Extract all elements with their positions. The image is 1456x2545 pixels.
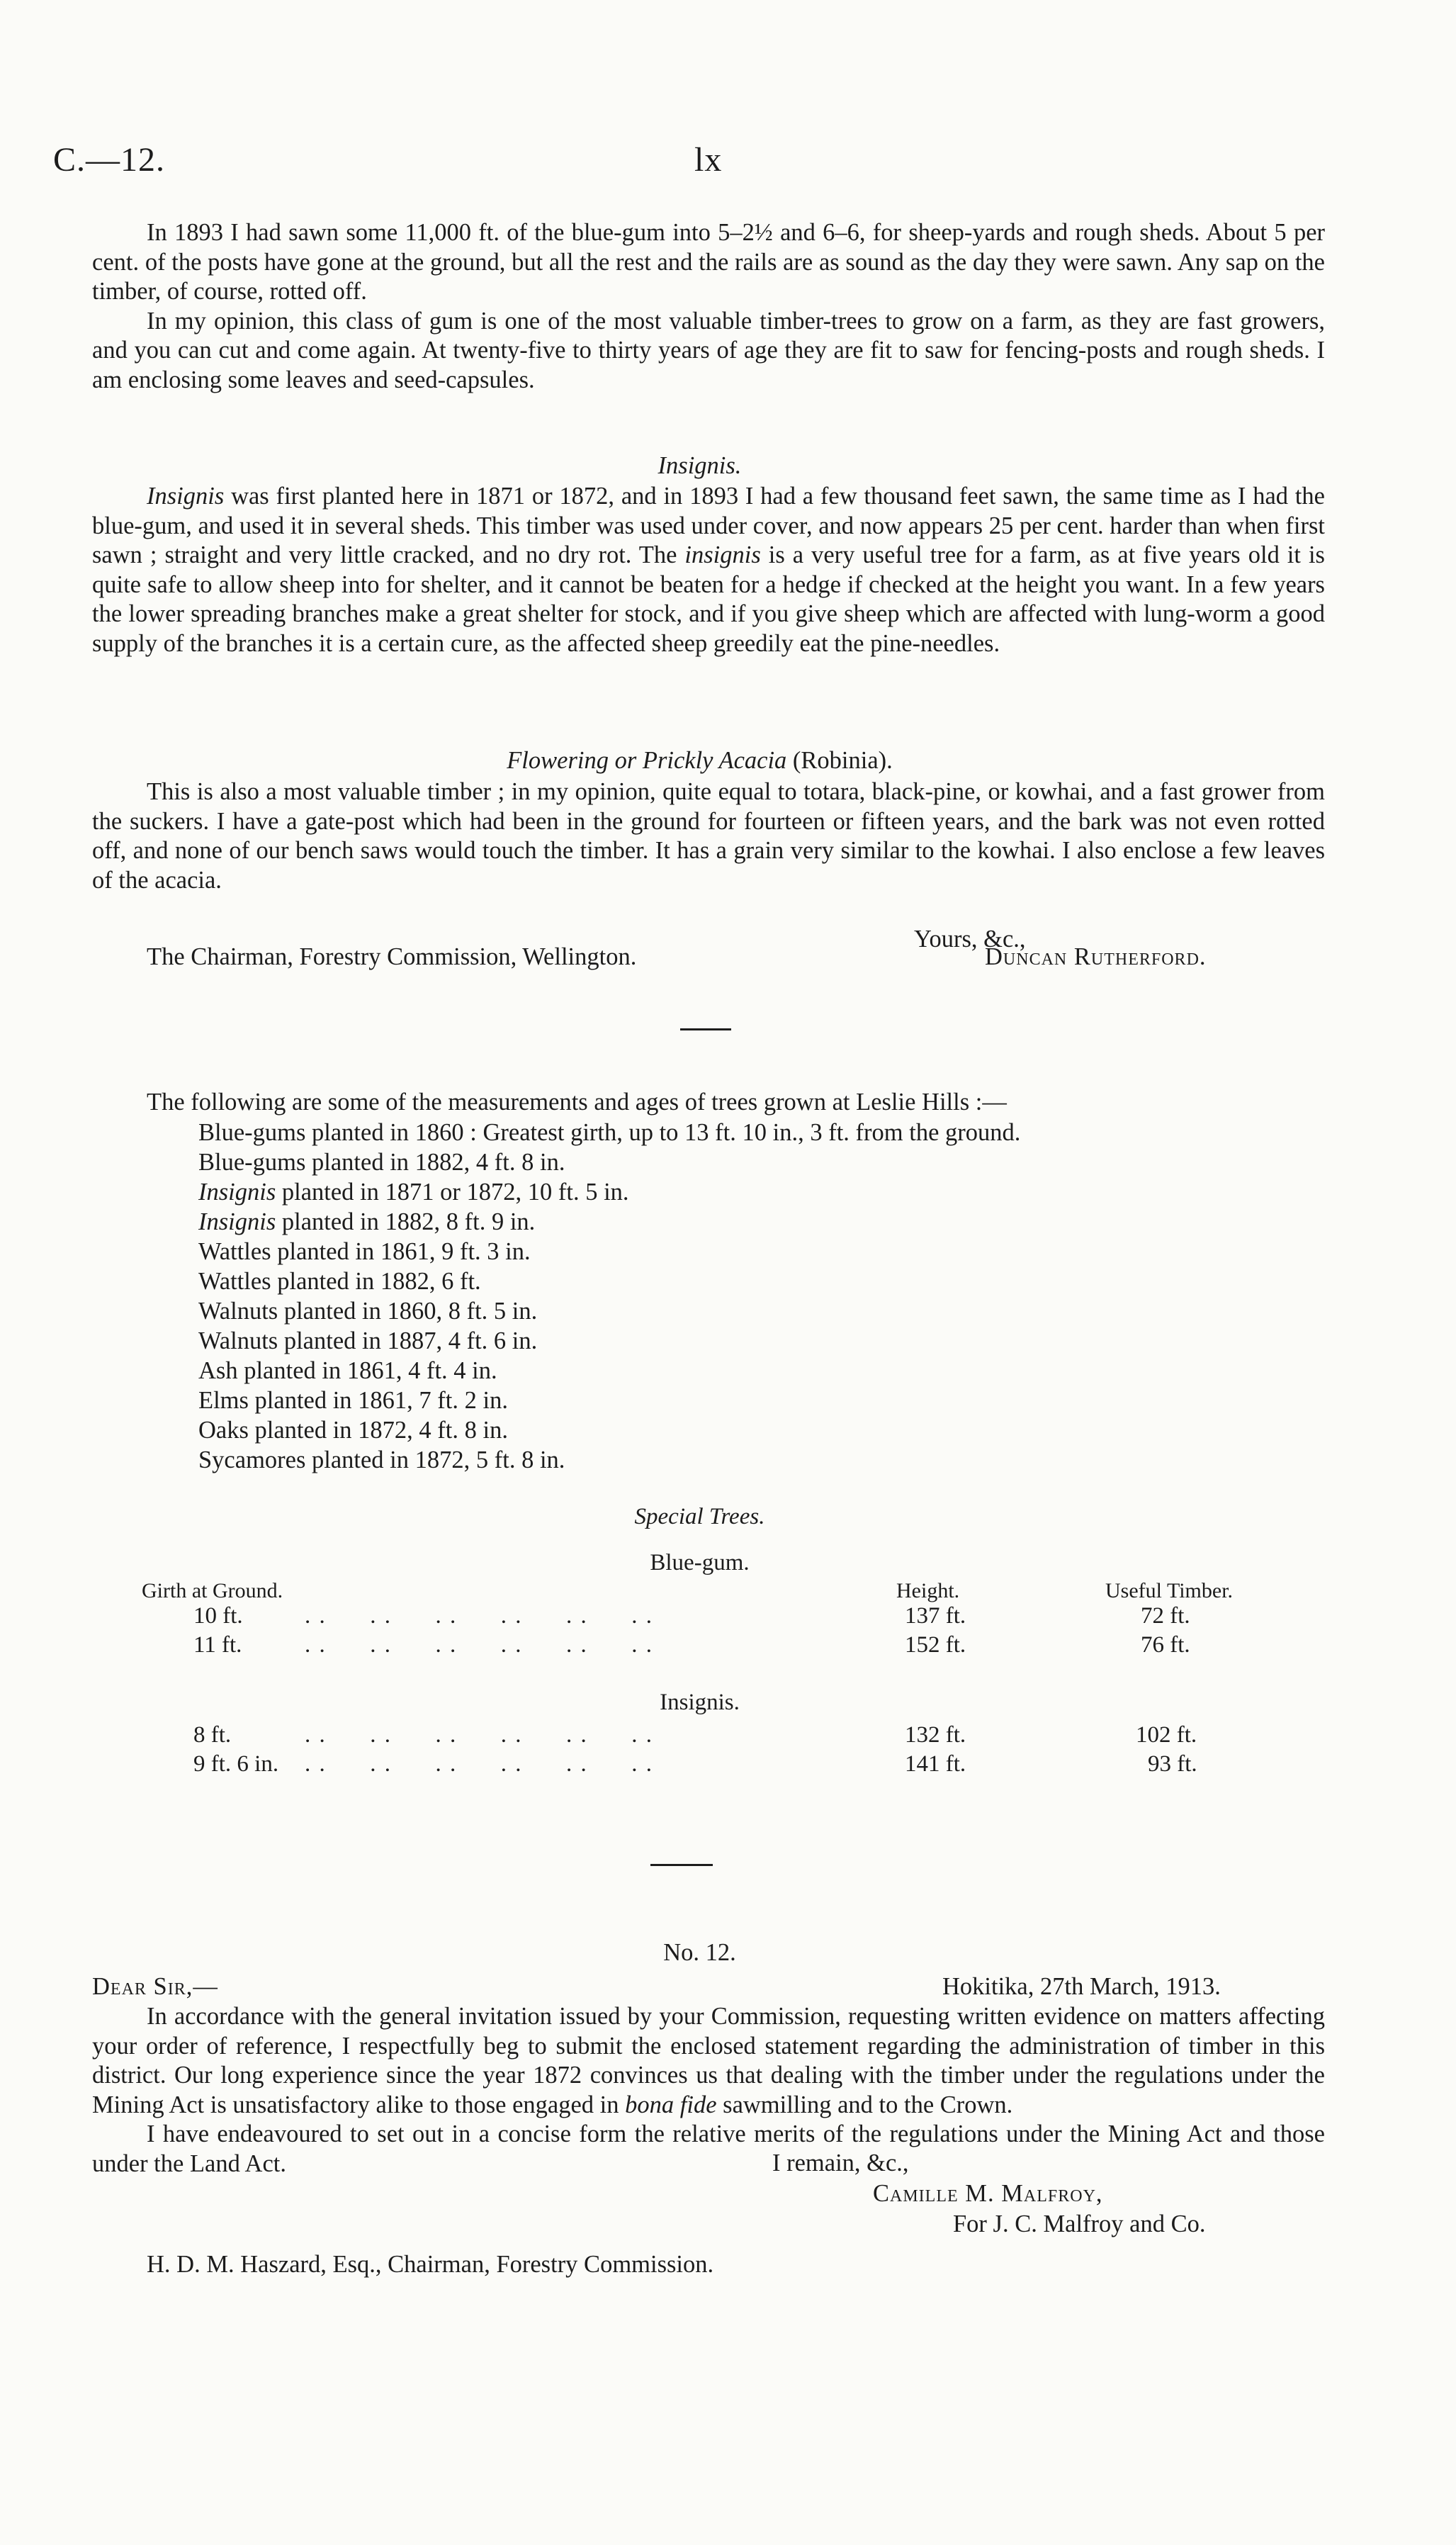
table-cell-height: 152 ft. bbox=[905, 1632, 966, 1658]
page-number: lx bbox=[694, 141, 723, 179]
list-item: Blue-gums planted in 1860 : Greatest girth, up to 13 ft. 10 in., 3 ft. from the ground. bbox=[198, 1119, 1021, 1146]
list-item: Walnuts planted in 1860, 8 ft. 5 in. bbox=[198, 1298, 538, 1325]
column-header-useful: Useful Timber. bbox=[1105, 1579, 1234, 1602]
table-cell-girth: 8 ft. bbox=[193, 1722, 232, 1748]
page-reference: C.—12. bbox=[53, 141, 166, 179]
column-header-girth: Girth at Ground. bbox=[142, 1579, 283, 1602]
table-cell-girth: 10 ft. bbox=[193, 1603, 243, 1629]
list-item: Sycamores planted in 1872, 5 ft. 8 in. bbox=[198, 1446, 565, 1473]
insignis-word: Insignis bbox=[147, 483, 225, 510]
list-item: Insignis planted in 1871 or 1872, 10 ft. 5 in. bbox=[198, 1179, 629, 1206]
table-cell-useful: 93 ft. bbox=[1148, 1751, 1197, 1777]
table-cell-useful: 102 ft. bbox=[1136, 1722, 1197, 1748]
insignis-heading: Insignis. bbox=[658, 452, 742, 479]
table-cell-useful: 72 ft. bbox=[1141, 1603, 1190, 1629]
letter2-signature: Camille M. Malfroy, bbox=[873, 2180, 1103, 2207]
salutation: Dear Sir,— bbox=[92, 1973, 218, 2000]
letter2-closing: I remain, &c., bbox=[772, 2150, 909, 2176]
section-divider bbox=[650, 1864, 713, 1866]
list-item: Insignis planted in 1882, 8 ft. 9 in. bbox=[198, 1208, 536, 1235]
letter2-paragraph-2: I have endeavoured to set out in a concise form the relative merits of the regulations under the Mining Act and those under the Land Act. bbox=[92, 2120, 1325, 2177]
leader-dots: . . . . . . . . . . . . bbox=[305, 1722, 653, 1748]
table-cell-useful: 76 ft. bbox=[1141, 1632, 1190, 1658]
letter1-addressee: The Chairman, Forestry Commission, Wellington. bbox=[147, 943, 637, 970]
letter-number: No. 12. bbox=[663, 1939, 736, 1966]
table-cell-height: 141 ft. bbox=[905, 1751, 966, 1777]
leader-dots: . . . . . . . . . . . . bbox=[305, 1603, 653, 1629]
table-cell-height: 137 ft. bbox=[905, 1603, 966, 1629]
letter1-paragraph-1: In 1893 I had sawn some 11,000 ft. of the blue-gum into 5–2½ and 6–6, for sheep-yards and rough sheds. About 5 per cent. of the posts have gone at the ground, but all the rest and the rails are as sound as the day they were sawn. Any sap on the timber, of course, rotted off. bbox=[92, 219, 1325, 305]
letter1-paragraph-2: In my opinion, this class of gum is one of the most valuable timber-trees to grow on a farm, as they are fast growers, and you can cut and come again. At twenty-five to thirty years of age they are fit to saw for fencing-posts and rough sheds. I am enclosing some leaves and seed-capsules. bbox=[92, 307, 1325, 393]
letter2-for-line: For J. C. Malfroy and Co. bbox=[953, 2210, 1206, 2237]
letter2-body bbox=[92, 2002, 1325, 2179]
list-item: Elms planted in 1861, 7 ft. 2 in. bbox=[198, 1387, 508, 1414]
list-item: Walnuts planted in 1887, 4 ft. 6 in. bbox=[198, 1327, 538, 1354]
leader-dots: . . . . . . . . . . . . bbox=[305, 1632, 653, 1658]
place-date: Hokitika, 27th March, 1913. bbox=[942, 1973, 1221, 2000]
letter1-closing: Yours, &c., bbox=[914, 926, 1026, 953]
list-item: Blue-gums planted in 1882, 4 ft. 8 in. bbox=[198, 1149, 565, 1176]
measurements-intro: The following are some of the measurements and ages of trees grown at Leslie Hills :— bbox=[147, 1089, 1007, 1116]
letter2-paragraph-1: In accordance with the general invitation issued by your Commission, requesting written evidence on matters affecting your order of reference, I respectfully beg to submit the enclosed statement regarding the administration of timber in this district. Our long experience since the year 1872 convinces us that dealing with the timber under the regulations under the Mining Act is unsatisfactory alike to those engaged in bona fide sawmilling and to the Crown. bbox=[92, 2003, 1325, 2118]
special-trees-title: Special Trees. bbox=[634, 1504, 765, 1529]
table-cell-height: 132 ft. bbox=[905, 1722, 966, 1748]
table-cell-girth: 9 ft. 6 in. bbox=[193, 1751, 279, 1777]
insignis-paragraph: Insignis was first planted here in 1871 or 1872, and in 1893 I had a few thousand feet sawn, the same time as I had the blue-gum, and used it in several sheds. This timber was used under cover, and now appears 25 per cent. harder than when first sawn ; straight and very little cracked, and no dry rot. The insignis is a very useful tree for a farm, as at five years old it is quite safe to allow sheep into for shelter, and it cannot be beaten for a hedge if checked at the height you want. In a few years the lower spreading branches make a great shelter for stock, and if you give sheep which are affected with lung-worm a good supply of the branches it is a certain cure, as the affected sheep greedily eat the pine-needles. bbox=[92, 483, 1325, 657]
list-item: Ash planted in 1861, 4 ft. 4 in. bbox=[198, 1357, 497, 1384]
acacia-paragraph: This is also a most valuable timber ; in my opinion, quite equal to totara, black-pine, or kowhai, and a fast grower from the suckers. I have a gate-post which had been in the ground for fourteen or fifteen years, and the bark was not even rotted off, and none of our bench saws would touch the timber. It has a grain very similar to the kowhai. I also enclose a few leaves of the acacia. bbox=[92, 778, 1325, 894]
group-heading-blue-gum: Blue-gum. bbox=[650, 1550, 750, 1575]
acacia-heading: Flowering or Prickly Acacia (Robinia). bbox=[507, 747, 893, 774]
column-header-height: Height. bbox=[896, 1579, 960, 1602]
list-item: Oaks planted in 1872, 4 ft. 8 in. bbox=[198, 1417, 508, 1444]
table-cell-girth: 11 ft. bbox=[193, 1632, 242, 1658]
list-item: Wattles planted in 1882, 6 ft. bbox=[198, 1268, 481, 1295]
letter1-body bbox=[92, 218, 1325, 395]
leader-dots: . . . . . . . . . . . . bbox=[305, 1751, 653, 1777]
list-item: Wattles planted in 1861, 9 ft. 3 in. bbox=[198, 1238, 531, 1265]
measurements-list bbox=[198, 1118, 1020, 1476]
letter2-addressee: H. D. M. Haszard, Esq., Chairman, Forestry Commission. bbox=[147, 2251, 714, 2278]
letter1-signature: Duncan Rutherford. bbox=[985, 943, 1207, 970]
section-divider bbox=[680, 1028, 731, 1030]
group-heading-insignis: Insignis. bbox=[660, 1690, 740, 1715]
